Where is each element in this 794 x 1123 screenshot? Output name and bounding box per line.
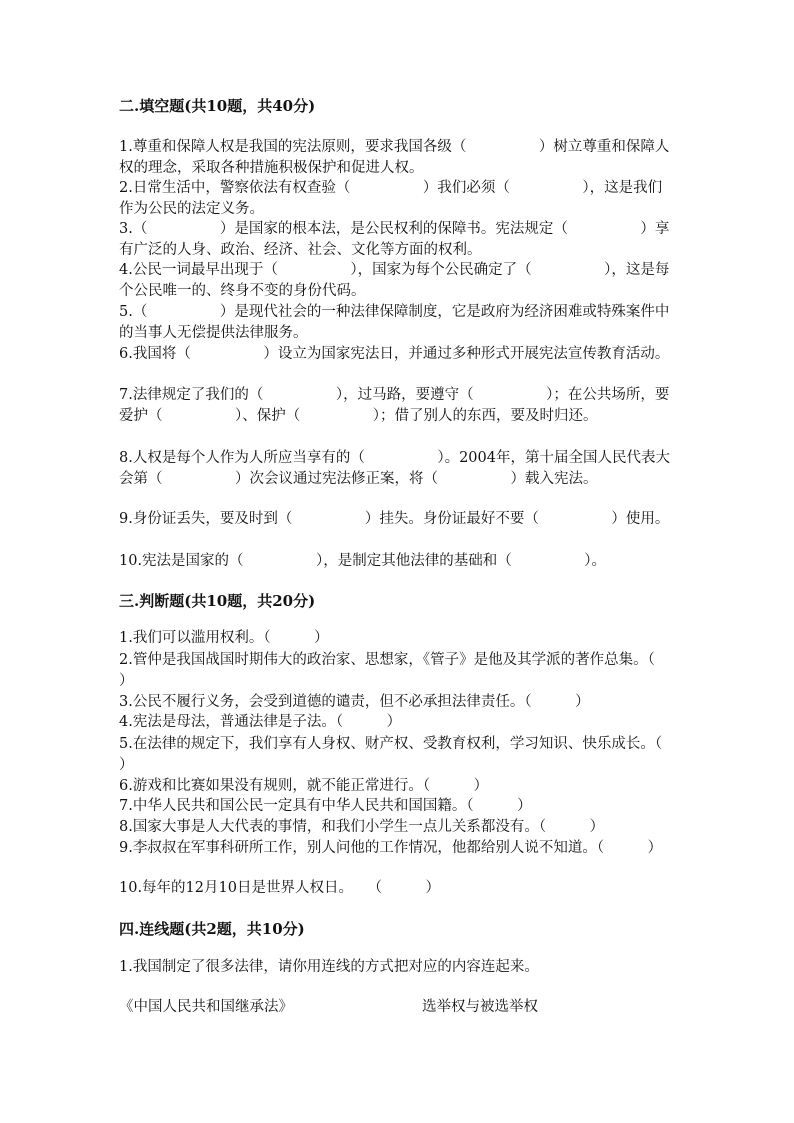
fill-question-3: 3.（ ）是国家的根本法，是公民权利的保障书。宪法规定（ ）享有广泛的人身、政治、经济、社会、文化等方面的权利。 <box>119 221 670 258</box>
fill-question-8: 8.人权是每个人作为人所应当享有的（ ）。2004年，第十届全国人民代表大会第（ ）次会议通过宪法修正案，将（ ）载入宪法。 <box>119 450 670 487</box>
fill-question-10: 10.宪法是国家的（ ），是制定其他法律的基础和（ ）。 <box>119 553 607 569</box>
fill-question-2: 2.日常生活中，警察依法有权查验（ ）我们必须（ ），这是我们作为公民的法定义务。 <box>119 180 663 217</box>
judge-question-1: 1.我们可以滥用权利。（ ） <box>119 630 329 646</box>
judge-question-7: 7.中华人民共和国公民一定具有中华人民共和国国籍。（ ） <box>119 798 532 814</box>
judge-question-10: 10.每年的12月10日是世界人权日。 （ ） <box>119 880 440 896</box>
judge-question-2: 2.管仲是我国战国时期伟大的政治家、思想家，《管子》是他及其学派的著作总集。（ ） <box>119 652 699 689</box>
fill-question-1: 1.尊重和保障人权是我国的宪法原则，要求我国各级（ ）树立尊重和保障人权的理念，采取各种措施积极保护和促进人权。 <box>119 139 670 176</box>
judge-question-6: 6.游戏和比赛如果没有规则，就不能正常进行。（ ） <box>119 778 489 794</box>
fill-question-5: 5.（ ）是现代社会的一种法律保障制度，它是政府为经济困难或特殊案件中的当事人无偿提供法律服务。 <box>119 304 670 341</box>
match-question-1: 1.我国制定了很多法律，请你用连线的方式把对应的内容连起来。 <box>119 959 539 975</box>
judge-question-3: 3.公民不履行义务，会受到道德的谴责，但不必承担法律责任。（ ） <box>119 694 590 710</box>
fill-question-9: 9.身份证丢失，要及时到（ ）挂失。身份证最好不要（ ）使用。 <box>119 511 670 527</box>
fill-question-6: 6.我国将（ ）设立为国家宪法日，并通过多种形式开展宪法宣传教育活动。 <box>119 346 670 362</box>
match-right-item: 选举权与被选举权 <box>422 999 538 1015</box>
judge-question-8: 8.国家大事是人大代表的事情，和我们小学生一点儿关系都没有。（ ） <box>119 819 605 835</box>
judge-question-5: 5.在法律的规定下，我们享有人身权、财产权、受教育权利，学习知识、快乐成长。（ ） <box>119 736 706 773</box>
section-4-heading: 四.连线题(共2题，共10分) <box>119 920 305 938</box>
fill-question-7: 7.法律规定了我们的（ ），过马路，要遵守（ ）；在公共场所，要爱护（ ）、保护（ ）；借了别人的东西，要及时归还。 <box>119 387 670 424</box>
match-left-item: 《中国人民共和国继承法》 <box>119 999 293 1015</box>
section-3-heading: 三.判断题(共10题，共20分) <box>119 592 316 610</box>
judge-question-9: 9.李叔叔在军事科研所工作，别人问他的工作情况，他都给别人说不知道。（ ） <box>119 840 663 856</box>
judge-question-4: 4.宪法是母法，普通法律是子法。（ ） <box>119 714 402 730</box>
fill-question-4: 4.公民一词最早出现于（ ），国家为每个公民确定了（ ），这是每个公民唯一的、终身不变的身份代码。 <box>119 262 670 299</box>
section-2-heading: 二.填空题(共10题，共40分) <box>119 97 316 115</box>
